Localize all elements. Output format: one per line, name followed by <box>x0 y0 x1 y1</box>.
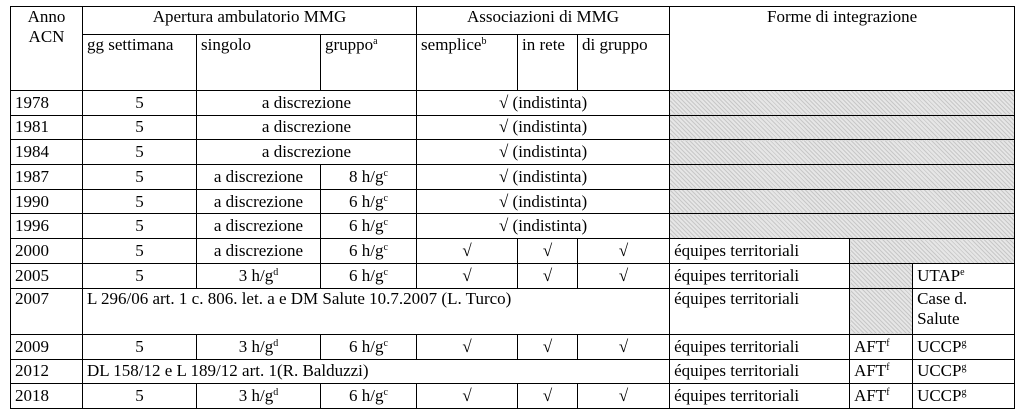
year-cell: 1981 <box>11 115 83 140</box>
equipes-cell: équipes territoriali <box>670 334 850 359</box>
header-gg-settimana: gg settimana <box>83 34 197 90</box>
check-mark: √ <box>417 334 518 359</box>
apertura-cell: a discrezione <box>197 90 417 115</box>
gg-cell: 5 <box>83 189 197 214</box>
hatched-cell <box>670 90 1015 115</box>
singolo-cell: 3 $h/g^d$ <box>197 334 321 359</box>
year-cell: 1987 <box>11 164 83 189</box>
check-mark: √ <box>417 239 518 264</box>
table-row <box>11 384 1015 409</box>
apertura-cell: a discrezione <box>197 115 417 140</box>
check-mark: √ <box>578 263 670 288</box>
header-in-rete: in rete <box>518 34 578 90</box>
gg-cell: 5 <box>83 90 197 115</box>
associazioni-cell: √ (indistinta) <box>417 214 670 239</box>
gruppo-cell: 6 $h/g^c$ <box>321 239 417 264</box>
hatched-cell <box>850 288 913 334</box>
header-anno-acn: Anno ACN <box>11 7 83 91</box>
header-singolo: singolo <box>197 34 321 90</box>
check-mark: √ <box>578 239 670 264</box>
year-cell: 2009 <box>11 334 83 359</box>
header-row <box>11 7 1015 35</box>
year-cell: 1990 <box>11 189 83 214</box>
singolo-cell: a discrezione <box>197 239 321 264</box>
gruppo-cell: 6 $h/g^c$ <box>321 334 417 359</box>
table-row <box>11 115 1015 140</box>
check-mark: √ <box>578 384 670 409</box>
singolo-cell: a discrezione <box>197 214 321 239</box>
table-row <box>11 189 1015 214</box>
gruppo-cell: 6 $h/g^c$ <box>321 384 417 409</box>
hatched-cell <box>670 164 1015 189</box>
utap-cell: UTAP$^e$ <box>913 263 1015 288</box>
equipes-cell: équipes territoriali <box>670 239 850 264</box>
gruppo-cell: 6 $h/g^c$ <box>321 189 417 214</box>
header-semplice: semplice$^b$ <box>417 34 518 90</box>
associazioni-cell: √ (indistinta) <box>417 189 670 214</box>
uccp-cell: UCCP$^g$ <box>913 384 1015 409</box>
table-row <box>11 334 1015 359</box>
gg-cell: 5 <box>83 214 197 239</box>
gruppo-cell: 8 $h/g^c$ <box>321 164 417 189</box>
year-cell: 2012 <box>11 359 83 384</box>
check-mark: √ <box>518 334 578 359</box>
check-mark: √ <box>518 263 578 288</box>
law-cell: DL 158/12 e L 189/12 art. 1(R. Balduzzi) <box>83 359 670 384</box>
equipes-cell: équipes territoriali <box>670 288 850 334</box>
hatched-cell <box>850 263 913 288</box>
header-forme: Forme di integrazione <box>670 7 1015 91</box>
check-mark: √ <box>578 334 670 359</box>
gg-cell: 5 <box>83 115 197 140</box>
table-row <box>11 359 1015 384</box>
equipes-cell: équipes territoriali <box>670 263 850 288</box>
check-mark: √ <box>518 384 578 409</box>
equipes-cell: équipes territoriali <box>670 384 850 409</box>
year-cell: 2007 <box>11 288 83 334</box>
table-row <box>11 90 1015 115</box>
gg-cell: 5 <box>83 140 197 165</box>
gg-cell: 5 <box>83 164 197 189</box>
associazioni-cell: √ (indistinta) <box>417 140 670 165</box>
gruppo-cell: 6 $h/g^c$ <box>321 263 417 288</box>
case-salute-cell: Case d. Salute <box>913 288 1015 334</box>
year-cell: 1984 <box>11 140 83 165</box>
hatched-cell <box>670 140 1015 165</box>
hatched-cell <box>670 214 1015 239</box>
singolo-cell: 3 $h/g^d$ <box>197 384 321 409</box>
associazioni-cell: √ (indistinta) <box>417 115 670 140</box>
associazioni-cell: √ (indistinta) <box>417 164 670 189</box>
year-cell: 1996 <box>11 214 83 239</box>
hatched-cell <box>850 239 1015 264</box>
year-cell: 2005 <box>11 263 83 288</box>
table-row <box>11 164 1015 189</box>
year-cell: 2000 <box>11 239 83 264</box>
uccp-cell: UCCP$^g$ <box>913 334 1015 359</box>
header-di-gruppo: di gruppo <box>578 34 670 90</box>
associazioni-cell: √ (indistinta) <box>417 90 670 115</box>
check-mark: √ <box>417 263 518 288</box>
aft-cell: AFT$^f$ <box>850 359 913 384</box>
equipes-cell: équipes territoriali <box>670 359 850 384</box>
table-row <box>11 140 1015 165</box>
year-cell: 2018 <box>11 384 83 409</box>
singolo-cell: a discrezione <box>197 164 321 189</box>
table-row <box>11 214 1015 239</box>
gruppo-cell: 6 $h/g^c$ <box>321 214 417 239</box>
aft-cell: AFT$^f$ <box>850 384 913 409</box>
gg-cell: 5 <box>83 263 197 288</box>
header-associazioni: Associazioni di MMG <box>417 7 670 35</box>
gg-cell: 5 <box>83 334 197 359</box>
gg-cell: 5 <box>83 384 197 409</box>
table-row <box>11 263 1015 288</box>
law-cell: L 296/06 art. 1 c. 806. let. a e DM Salute 10.7.2007 (L. Turco) <box>83 288 670 334</box>
header-apertura: Apertura ambulatorio MMG <box>83 7 417 35</box>
apertura-cell: a discrezione <box>197 140 417 165</box>
header-gruppo: gruppo$^a$ <box>321 34 417 90</box>
hatched-cell <box>670 115 1015 140</box>
singolo-cell: a discrezione <box>197 189 321 214</box>
hatched-cell <box>670 189 1015 214</box>
table-row <box>11 288 1015 334</box>
gg-cell: 5 <box>83 239 197 264</box>
aft-cell: AFT$^f$ <box>850 334 913 359</box>
acn-table <box>10 6 1015 409</box>
singolo-cell: 3 $h/g^d$ <box>197 263 321 288</box>
check-mark: √ <box>518 239 578 264</box>
uccp-cell: UCCP$^g$ <box>913 359 1015 384</box>
table-row <box>11 239 1015 264</box>
year-cell: 1978 <box>11 90 83 115</box>
check-mark: √ <box>417 384 518 409</box>
